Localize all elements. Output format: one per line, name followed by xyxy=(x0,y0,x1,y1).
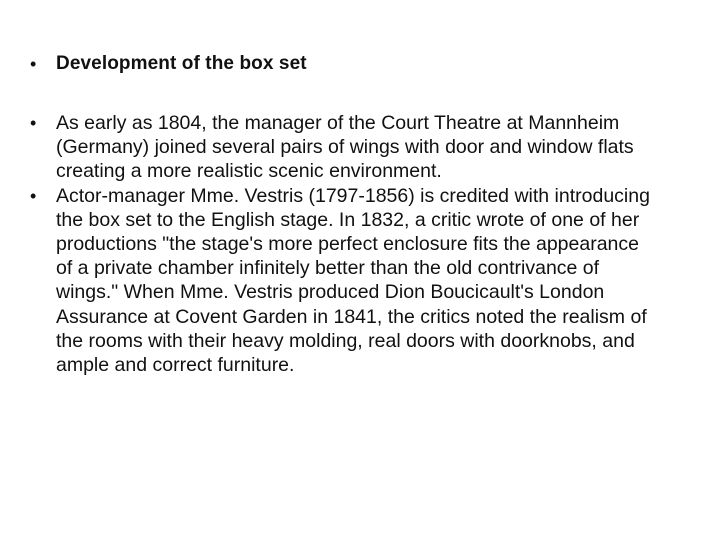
list-item xyxy=(30,111,670,184)
heading-bullet: • xyxy=(30,54,37,74)
bullet-marker: • xyxy=(30,185,37,206)
list-item xyxy=(30,184,670,378)
bullet-marker: • xyxy=(30,113,37,133)
bullet-text: Actor-manager Mme. Vestris (1797-1856) is credited with introducing the box set to the English stage. In 1832, a critic wrote of one of her productions "the stage's more perfect enclosure fits the appearance of a private chamber infinitely better than the old contrivance of wings." When Mme. Vestris produced Dion Boucicault's London Assurance at Covent Garden in 1841, the critics noted the realism of the rooms with their heavy molding, real doors with doorknobs, and ample and correct furniture. xyxy=(56,184,650,377)
slide-heading: Development of the box set xyxy=(56,53,307,74)
bullet-text: As early as 1804, the manager of the Court Theatre at Mannheim (Germany) joined several pairs of wings with door and window flats creating a more realistic scenic environment. xyxy=(56,112,634,183)
heading-row xyxy=(30,52,690,76)
bullet-list xyxy=(30,111,670,377)
